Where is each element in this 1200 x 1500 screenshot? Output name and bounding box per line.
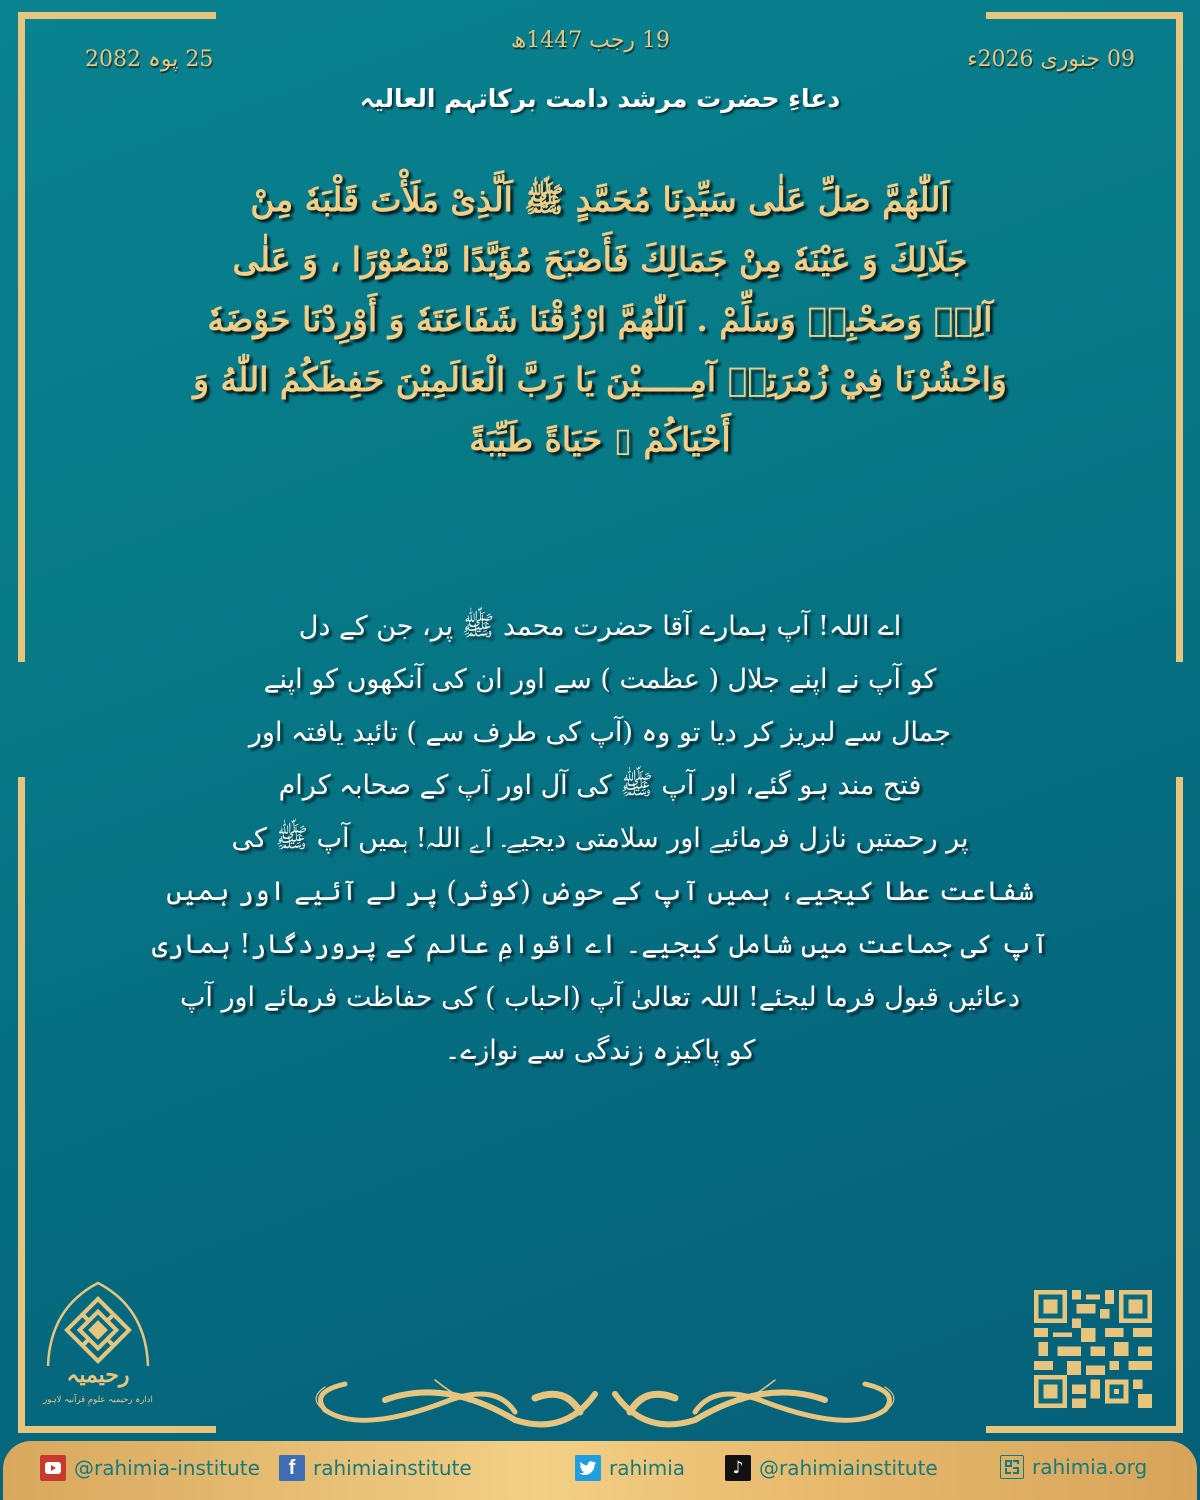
twitter-icon <box>575 1455 601 1481</box>
youtube-icon <box>40 1455 66 1481</box>
translation-line: آپ کی جماعت میں شامل کیجیے۔ اے اقوامِ عالم کے پروردگار! ہماری <box>151 929 1049 960</box>
dua-arabic <box>150 170 1050 470</box>
hijri-date: 19 رجب 1447ھ <box>510 28 670 53</box>
translation-line: شفاعت عطا کیجیے، ہمیں آپ کے حوض (کوثر) پر لے آئیے اور ہمیں <box>166 876 1034 907</box>
tiktok-icon: ♪ <box>725 1455 751 1481</box>
bikrami-date: 25 پوہ 2082 <box>85 47 214 72</box>
page-title: دعاءِ حضرت مرشد دامت برکاتہم العالیہ <box>359 84 841 113</box>
translation-line: پر رحمتیں نازل فرمائیے اور سلامتی دیجیے۔ اے اللہ! ہمیں آپ ﷺ کی <box>231 823 969 854</box>
website-logo-icon <box>1000 1455 1024 1479</box>
social-links-bar <box>3 1441 1197 1500</box>
dua-line: أَحْيَاكُمْ ▯ حَيَاةً طَيِّبَةً <box>469 420 731 459</box>
frame-top-right <box>986 12 1183 19</box>
gregorian-date: 09 جنوری 2026ء <box>967 47 1135 72</box>
translation-line: کو پاکیزہ زندگی سے نوازے۔ <box>444 1035 756 1066</box>
social-handle: rahimia.org <box>1032 1455 1148 1479</box>
logo-subtitle: ادارہ رحیمیہ علومِ قرآنیہ لاہور <box>43 1395 153 1405</box>
social-tiktok[interactable] <box>725 1455 938 1481</box>
translation-line: جمال سے لبریز کر دیا تو وہ (آپ کی طرف سے ) تائید یافتہ اور <box>248 717 952 748</box>
frame-top-left <box>18 12 216 19</box>
translation-line: فتح مند ہو گئے، اور آپ ﷺ کی آل اور آپ کے صحابہ کرام <box>278 770 922 801</box>
social-handle: rahimia <box>609 1456 686 1480</box>
translation-line: کو آپ نے اپنے جلال ( عظمت ) سے اور ان کی آنکھوں کو اپنے <box>263 664 937 695</box>
social-website[interactable] <box>1000 1455 1147 1479</box>
logo-name: رحیمیہ <box>66 1362 130 1388</box>
social-twitter[interactable] <box>575 1455 685 1481</box>
frame-bottom-left <box>18 1426 216 1433</box>
ornament-divider <box>305 1372 905 1432</box>
social-handle: @rahimia-institute <box>74 1456 260 1480</box>
frame-right-lower <box>1176 777 1183 1433</box>
dua-line: آلِهٖ وَصَحْبِهٖ وَسَلِّمْ . اَللّٰهُمَّ ارْزُقْنَا شَفَاعَتَهٗ وَ أَوْرِدْنَا حَوْضَهٗ <box>207 300 993 339</box>
rahimia-logo <box>38 1278 158 1418</box>
translation-urdu <box>150 600 1050 1077</box>
translation-line: دعائیں قبول فرما لیجئے! اللہ تعالیٰ آپ (احباب ) کی حفاظت فرمائے اور آپ <box>179 982 1021 1013</box>
kufic-square-logo-icon <box>38 1278 158 1368</box>
social-facebook[interactable] <box>279 1455 472 1481</box>
dua-line: جَلَالِكَ وَ عَيْنَهٗ مِنْ جَمَالِكَ فَأَصْبَحَ مُؤَيَّدًا مَّنْصُوْرًا ، وَ عَلٰى <box>232 240 968 279</box>
translation-line: اے اللہ! آپ ہمارے آقا حضرت محمد ﷺ پر، جن کے دل <box>298 611 902 642</box>
facebook-icon: f <box>279 1455 305 1481</box>
frame-left-lower <box>18 777 25 1433</box>
dua-line: اَللّٰهُمَّ صَلِّ عَلٰى سَيِّدِنَا مُحَمَّدٍ ﷺ اَلَّذِىْ مَلَأْتَ قَلْبَهٗ مِنْ <box>250 180 950 219</box>
social-youtube[interactable] <box>40 1455 260 1481</box>
social-handle: @rahimiainstitute <box>759 1456 938 1480</box>
social-handle: rahimiainstitute <box>313 1456 472 1480</box>
dua-line: وَاحْشُرْنَا فِيْ زُمْرَتِهٖ آمِـــــيْنَ يَا رَبَّ الْعَالَمِيْنَ حَفِظَكُمُ اللّٰهُ وَ <box>193 360 1007 399</box>
qr-code-icon[interactable] <box>1033 1290 1153 1408</box>
frame-bottom-right <box>986 1426 1183 1433</box>
